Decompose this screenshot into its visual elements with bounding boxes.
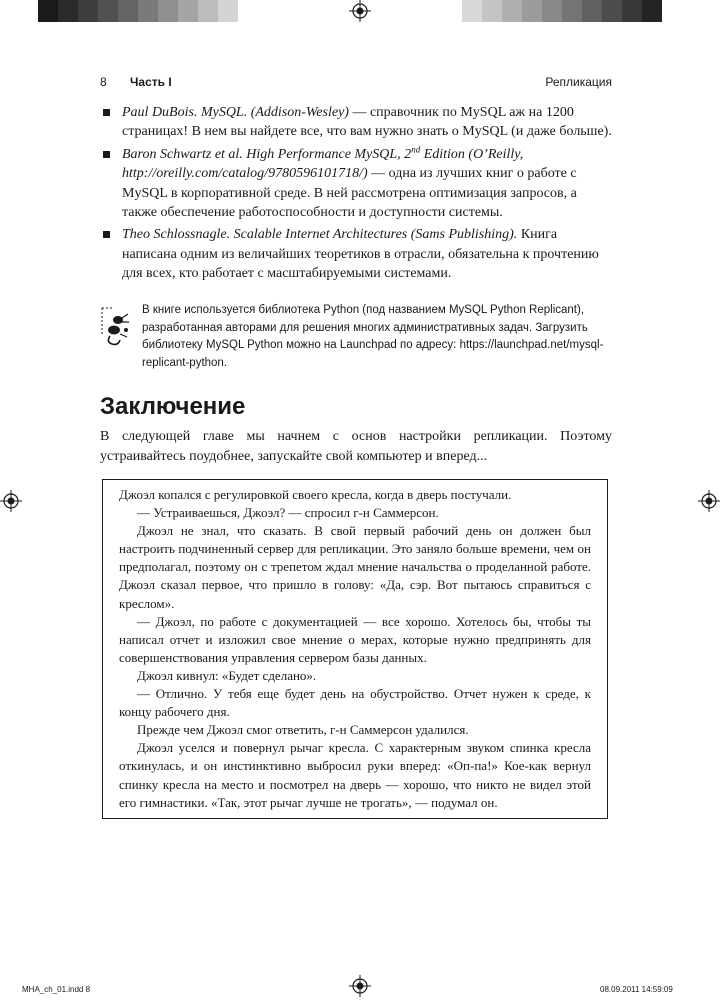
note-text: В книге используется библиотека Python (под названием MySQL Python Replicant), разработанная авторами для решения многих административных задач. Загрузить библиотеку MySQL Python можно на Launchpad по адресу: https://launchpad.net/mysql-replicant-python. xyxy=(142,304,604,369)
bullet-square-icon xyxy=(103,109,110,116)
scorpion-note-icon xyxy=(100,306,134,348)
color-bar xyxy=(622,0,642,22)
color-bar xyxy=(58,0,78,22)
section-heading: Заключение xyxy=(100,393,246,420)
color-bar xyxy=(198,0,218,22)
note-block xyxy=(100,302,612,372)
bullet-square-icon xyxy=(103,151,110,158)
book-reference: Theo Schlossnagle. Scalable Internet Architectures (Sams Publishing). xyxy=(122,227,518,243)
story-paragraph: — Устраиваешься, Джоэл? — спросил г-н Саммерсон. xyxy=(137,505,439,521)
color-bar xyxy=(178,0,198,22)
color-bar xyxy=(582,0,602,22)
story-paragraph: Джоэл уселся и повернул рычаг кресла. С характерным звуком спинка кресла откинулась, и он инстинктивно выбросил руки вперед: «Оп-па!» Кое-как вернул спинку кресла на место и посмотрел на дверь — хорошо, что никто не видел этой его гимнастики. «Так, этот рычаг лучше не трогать», — подумал он. xyxy=(119,740,591,810)
footer-timestamp: 08.09.2011 14:59:09 xyxy=(600,985,673,994)
story-paragraph: Джоэл не знал, что сказать. В свой первый рабочий день он должен был настроить подчиненный сервер для репликации. Это заняло больше времени, чем он предполагал, поэтому он с трепетом ждал мнение начальства о проделанной работе. Джоэл сказал первое, что пришло в голову: «Да, сэр. Вот пытаюсь справиться с креслом». xyxy=(119,523,591,611)
book-description: Книга написана одним из величайших теоретиков в отрасли, обязательна к прочтению для всех, кто работает с масштабируемыми системами. xyxy=(122,227,599,282)
list-item xyxy=(100,225,612,283)
chapter-title: Репликация xyxy=(545,75,612,89)
printer-color-bars-left xyxy=(38,0,238,22)
registration-mark-icon xyxy=(349,975,371,997)
story-paragraph: Джоэл кивнул: «Будет сделано». xyxy=(137,667,317,683)
registration-mark-icon xyxy=(349,0,371,22)
footer-file-slug: MHA_ch_01.indd 8 xyxy=(22,985,91,994)
color-bar xyxy=(218,0,238,22)
book-description: — одна из лучших книг о работе с MySQL в корпоративной среде. В ней рассмотрена оптимизация запросов, а также обеспечение работоспособности и доступности системы. xyxy=(122,166,577,221)
color-bar xyxy=(98,0,118,22)
color-bar xyxy=(138,0,158,22)
color-bar xyxy=(522,0,542,22)
story-paragraph: — Отлично. У тебя еще будет день на обустройство. Отчет нужен к среде, к концу рабочего дня. xyxy=(119,686,591,720)
color-bar xyxy=(118,0,138,22)
story-paragraph: Прежде чем Джоэл смог ответить, г-н Саммерсон удалился. xyxy=(137,722,469,738)
list-item xyxy=(100,103,612,142)
story-paragraph: — Джоэл, по работе с документацией — все хорошо. Хотелось бы, чтобы ты написал отчет и изложил свое мнение о мерах, которые нужно предпринять для совершенствования управления сервером базы данных. xyxy=(119,613,591,665)
story-box xyxy=(102,479,608,819)
bullet-square-icon xyxy=(103,231,110,238)
part-label: Часть I xyxy=(130,75,172,89)
list-item xyxy=(100,145,612,223)
color-bar xyxy=(158,0,178,22)
color-bar xyxy=(482,0,502,22)
book-description: — справочник по MySQL аж на 1200 страницах! В нем вы найдете все, что вам нужно знать о MySQL (и даже больше). xyxy=(122,105,612,140)
color-bar xyxy=(642,0,662,22)
color-bar xyxy=(542,0,562,22)
section-paragraph: В следующей главе мы начнем с основ настройки репликации. Поэтому устраивайтесь поудобнее, запускайте свой компьютер и вперед... xyxy=(100,429,612,464)
story-paragraph: Джоэл копался с регулировкой своего кресла, когда в дверь постучали. xyxy=(119,487,512,502)
ordinal-superscript: nd xyxy=(411,144,421,155)
color-bar xyxy=(78,0,98,22)
running-header xyxy=(100,75,612,91)
book-reference: Baron Schwartz et al. High Performance MySQL, 2 xyxy=(122,146,412,162)
registration-mark-icon xyxy=(0,490,22,512)
color-bar xyxy=(462,0,482,22)
color-bar xyxy=(502,0,522,22)
book-reference: Paul DuBois. MySQL. (Addison-Wesley) xyxy=(122,105,349,120)
color-bar xyxy=(562,0,582,22)
book-reference-cont: Edition (O’Reilly, http://oreilly.com/catalog/9780596101718/) xyxy=(122,146,524,182)
registration-mark-icon xyxy=(698,490,720,512)
printer-color-bars-right xyxy=(462,0,662,22)
page-number: 8 xyxy=(100,75,107,89)
color-bar xyxy=(602,0,622,22)
color-bar xyxy=(38,0,58,22)
reference-list xyxy=(100,103,612,287)
